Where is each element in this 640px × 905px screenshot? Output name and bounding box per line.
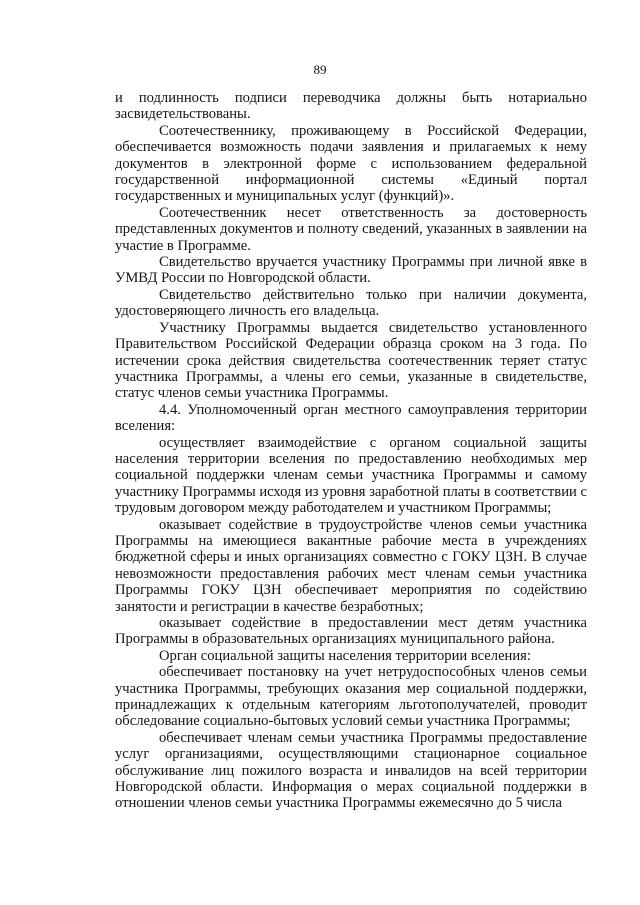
paragraph: и подлинность подписи переводчика должны быть нотариально засвидетельствованы. [115, 90, 587, 123]
paragraph: Соотечественник несет ответственность за достоверность представленных документов и полноту сведений, указанных в заявлении на участие в Программе. [115, 204, 587, 254]
paragraph: Свидетельство вручается участнику Программы при личной явке в УМВД России по Новгородской области. [115, 254, 587, 287]
paragraph: оказывает содействие в трудоустройстве членов семьи участника Программы на имеющиеся вакантные рабочие места в учреждениях бюджетной сферы и иных организациях совместно с ГОКУ ЦЗН. В случае невозможности предоставления рабочих мест членам семьи участника Программы ГОКУ ЦЗН обеспечивает мероприятия по содействию занятости и регистрации в качестве безработных; [115, 516, 587, 615]
paragraph: Орган социальной защиты населения территории вселения: [159, 647, 531, 664]
paragraph: осуществляет взаимодействие с органом социальной защиты населения территории вселения по предоставлению необходимых мер социальной поддержки членам семьи участника Программы и самому участнику Программы исходя из уровня заработной платы в соответствии с трудовым договором между работодателем и участником Программы; [115, 434, 587, 517]
document-body [115, 90, 587, 812]
paragraph: Свидетельство действительно только при наличии документа, удостоверяющего личность его владельца. [115, 286, 587, 320]
section-heading: 4.4. Уполномоченный орган местного самоуправления территории вселения: [115, 401, 587, 435]
paragraph: Соотечественнику, проживающему в Российской Федерации, обеспечивается возможность подачи заявления и прилагаемых к нему документов в электронной форме с использованием федеральной государственной информационной системы «Единый портал государственных и муниципальных услуг (функций)». [115, 122, 587, 205]
paragraph: обеспечивает постановку на учет нетрудоспособных членов семьи участника Программы, требующих оказания мер социальной поддержки, принадлежащих к отдельным категориям льготополучателей, проводит обследование социально-бытовых условий семьи участника Программы; [115, 664, 587, 730]
paragraph: Участнику Программы выдается свидетельство установленного Правительством Российской Федерации образца сроком на 3 года. По истечении срока действия свидетельства соотечественник теряет статус участника Программы, а члены его семьи, указанные в свидетельстве, статус членов семьи участника Программы. [115, 319, 587, 402]
page-number: 89 [313, 62, 327, 77]
paragraph: обеспечивает членам семьи участника Программы предоставление услуг организациями, осуществляющими стационарное социальное обслуживание лиц пожилого возраста и инвалидов на всей территории Новгородской области. Информация о мерах социальной поддержки в отношении членов семьи участника Программы ежемесячно до 5 числа [115, 729, 587, 812]
paragraph: оказывает содействие в предоставлении мест детям участника Программы в образовательных организациях муниципального района. [115, 615, 587, 648]
